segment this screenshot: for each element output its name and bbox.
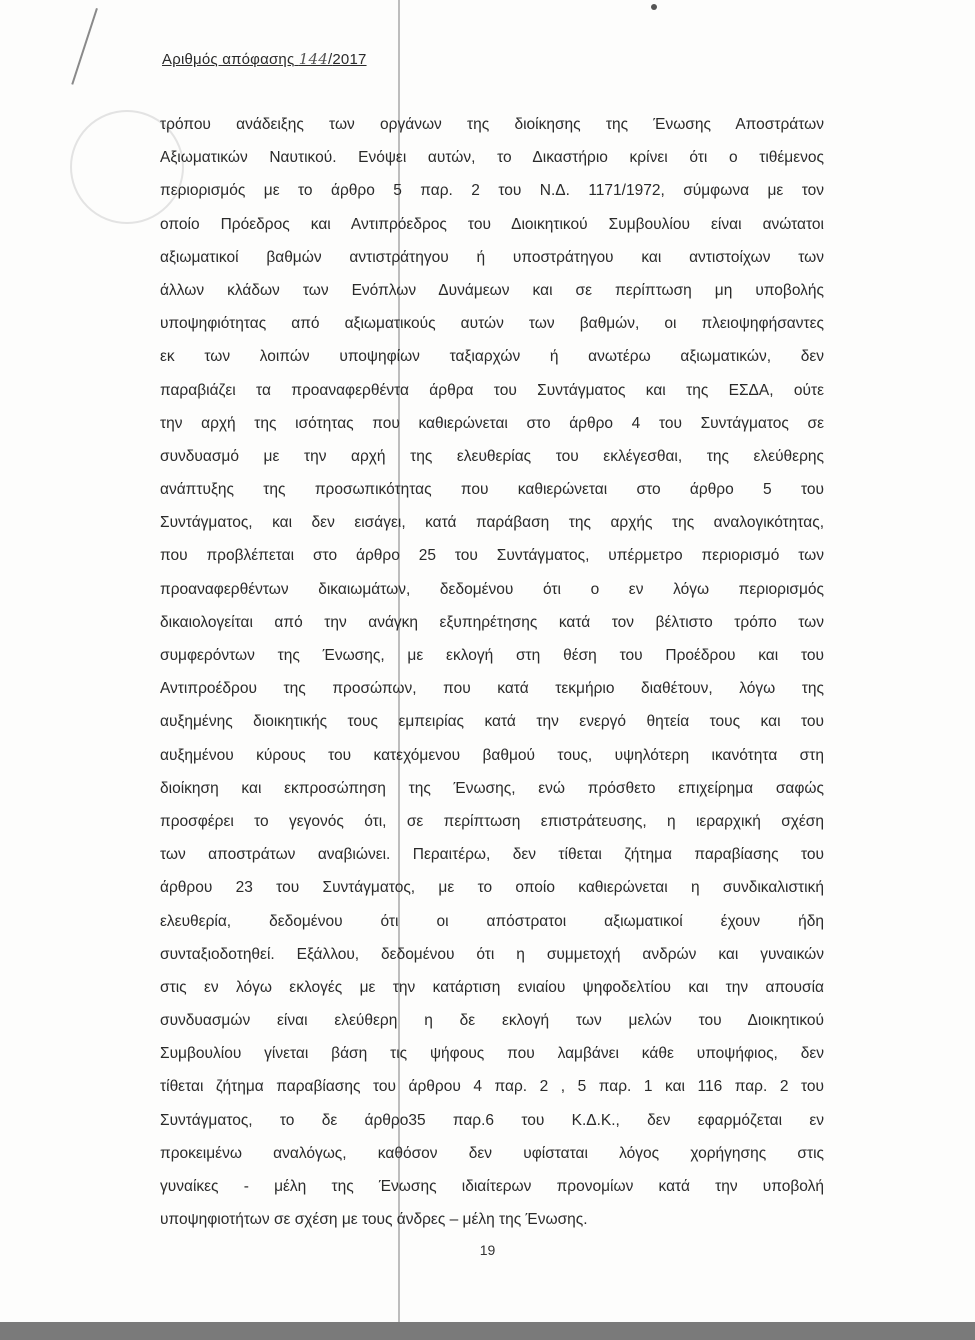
- text-line: Αντιπροέδρου της προσώπων, που κατά τεκμήριο διαθέτουν, λόγω της: [160, 680, 824, 698]
- text-line: τρόπου ανάδειξης των οργάνων της διοίκησης της Ένωσης Αποστράτων: [160, 116, 824, 133]
- text-line: εκ των λοιπών υποψηφίων ταξιαρχών ή ανωτέρω αξιωματικών, δεν: [160, 348, 824, 366]
- text-line: άρθρου 23 του Συντάγματος, με το οποίο καθιερώνεται η συνδικαλιστική: [160, 879, 824, 897]
- text-line: υποψηφιότητας από αξιωματικούς αυτών των βαθμών, οι πλειοψηφήσαντες: [160, 315, 824, 333]
- decision-body-text: [160, 108, 824, 1236]
- page-number: 19: [479, 1242, 496, 1258]
- text-line: υποψηφιοτήτων σε σχέση με τους άνδρες – μέλη της Ένωσης.: [160, 1211, 588, 1229]
- text-line: παραβιάζει τα προαναφερθέντα άρθρα του Συντάγματος και της ΕΣΔΑ, ούτε: [160, 381, 824, 399]
- text-line: συνδυασμό με την αρχή της ελευθερίας του εκλέγεσθαι, της ελεύθερης: [160, 447, 824, 465]
- text-line: προσφέρει το γεγονός ότι, σε περίπτωση επιστράτευσης, η ιεραρχική σχέση: [160, 812, 824, 830]
- text-line: αυξημένης διοικητικής τους εμπειρίας κατά την ενεργό θητεία τους και του: [160, 713, 824, 731]
- text-line: συμφερόντων της Ένωσης, με εκλογή στη θέση του Προέδρου και του: [160, 647, 824, 664]
- text-line: Συντάγματος, και δεν εισάγει, κατά παράβαση της αρχής της αναλογικότητας,: [160, 514, 824, 532]
- text-line: γυναίκες - μέλη της Ένωσης ιδιαίτερων προνομίων κατά την υποβολή: [160, 1178, 824, 1195]
- pen-mark: [71, 8, 98, 85]
- text-line: άλλων κλάδων των Ενόπλων Δυνάμεων και σε περίπτωση μη υποβολής: [160, 281, 824, 299]
- text-line: προκειμένω αναλόγως, καθόσον δεν υφίσταται λόγος χορήγησης στις: [160, 1144, 824, 1162]
- text-line: συνταξιοδοτηθεί. Εξάλλου, δεδομένου ότι η συμμετοχή ανδρών και γυναικών: [160, 945, 824, 963]
- text-line: την αρχή της ισότητας που καθιερώνεται στο άρθρο 4 του Συντάγματος σε: [160, 414, 824, 432]
- text-line: ελευθερία, δεδομένου ότι οι απόστρατοι αξιωματικοί έχουν ήδη: [160, 912, 824, 930]
- text-line: διοίκηση και εκπροσώπηση της Ένωσης, ενώ πρόσθετο επιχείρημα σαφώς: [160, 779, 824, 797]
- scan-bottom-edge: [0, 1322, 975, 1340]
- text-line: ανάπτυξης της προσωπικότητας που καθιερώνεται στο άρθρο 5 του: [160, 481, 824, 499]
- text-line: Αξιωματικών Ναυτικού. Ενόψει αυτών, το Δικαστήριο κρίνει ότι ο τιθέμενος: [160, 149, 824, 167]
- decision-year: 2017: [332, 51, 367, 68]
- decision-number-handwritten: 144: [298, 50, 328, 68]
- decision-number-header: [162, 50, 367, 68]
- text-line: τίθεται ζήτημα παραβίασης του άρθρου 4 παρ. 2 , 5 παρ. 1 και 116 παρ. 2 του: [160, 1078, 824, 1096]
- text-line: συνδυασμών είναι ελεύθερη η δε εκλογή των μελών του Διοικητικού: [160, 1012, 824, 1030]
- text-line: Συμβουλίου γίνεται βάση τις ψήφους που λαμβάνει κάθε υποψήφιος, δεν: [160, 1045, 824, 1063]
- ink-dot: [651, 4, 657, 10]
- text-line: που προβλέπεται στο άρθρο 25 του Συντάγματος, υπέρμετρο περιορισμό των: [160, 547, 824, 565]
- decision-number-label: Αριθμός απόφασης: [162, 51, 295, 68]
- text-line: προαναφερθέντων δικαιωμάτων, δεδομένου ότι ο εν λόγω περιορισμός: [160, 580, 824, 598]
- text-line: περιορισμός με το άρθρο 5 παρ. 2 του Ν.Δ. 1171/1972, σύμφωνα με τον: [160, 182, 824, 200]
- text-line: αυξημένου κύρους του κατεχόμενου βαθμού τους, υψηλότερη ικανότητα στη: [160, 746, 824, 764]
- text-line: δικαιολογείται από την ανάγκη εξυπηρέτησης κατά τον βέλτιστο τρόπο των: [160, 613, 824, 631]
- text-line: των αποστράτων αναβιώνει. Περαιτέρω, δεν τίθεται ζήτημα παραβίασης του: [160, 846, 824, 864]
- text-line: αξιωματικοί βαθμών αντιστράτηγου ή υποστράτηγου και αντιστοίχων των: [160, 248, 824, 266]
- text-line: στις εν λόγω εκλογές με την κατάρτιση ενιαίου ψηφοδελτίου και την απουσία: [160, 978, 824, 996]
- text-line: οποίο Πρόεδρος και Αντιπρόεδρος του Διοικητικού Συμβουλίου είναι ανώτατοι: [160, 215, 824, 233]
- text-line: Συντάγματος, το δε άρθρο35 παρ.6 του Κ.Δ.Κ., δεν εφαρμόζεται εν: [160, 1111, 824, 1129]
- decision-number-separator: /: [328, 51, 333, 68]
